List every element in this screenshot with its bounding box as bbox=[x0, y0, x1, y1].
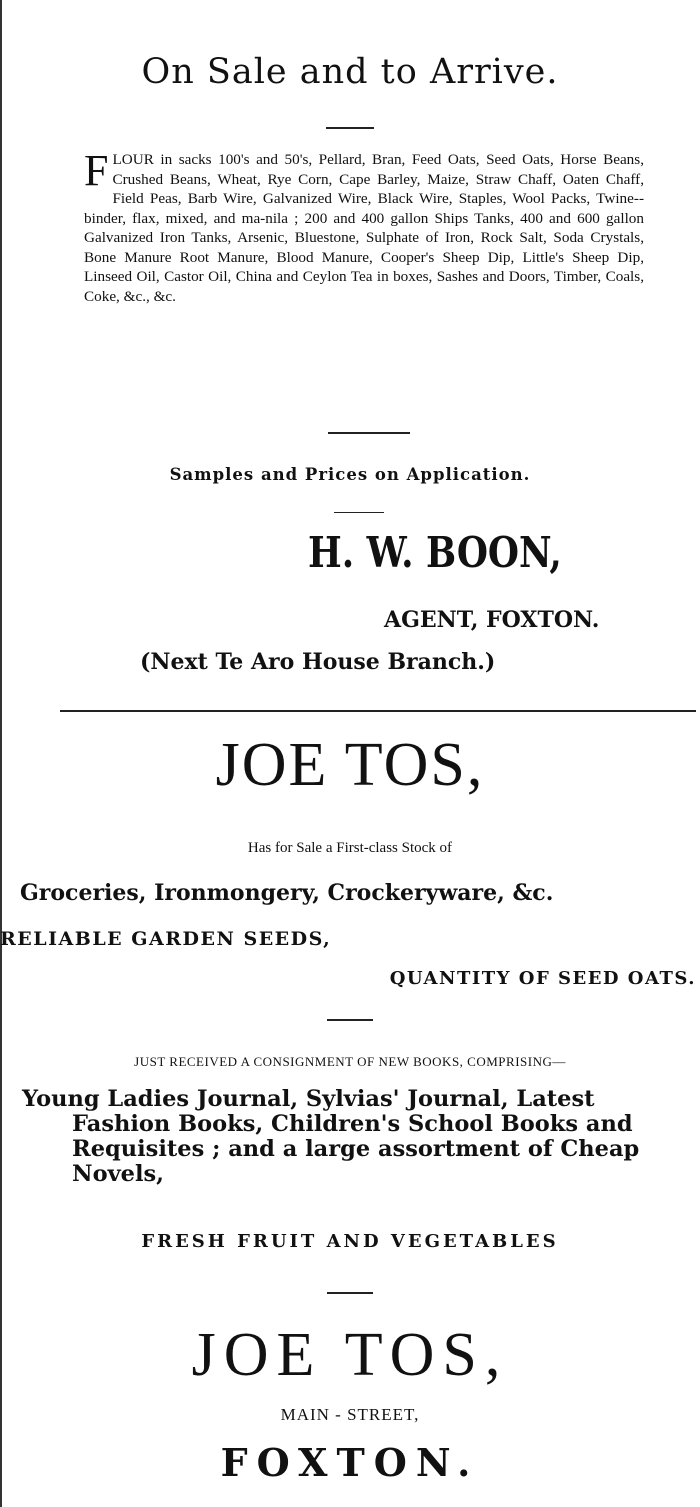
divider bbox=[334, 512, 384, 513]
ad2-street: MAIN - STREET, bbox=[280, 1405, 420, 1424]
drop-cap: F bbox=[84, 146, 109, 195]
ad1-location: (Next Te Aro House Branch.) bbox=[140, 649, 496, 675]
ad2-produce-line: FRESH FRUIT AND VEGETABLES bbox=[141, 1231, 559, 1252]
ad2-goods-line: Groceries, Ironmongery, Crockeryware, &c. bbox=[20, 880, 554, 906]
ad2-merchant-name-footer: JOE TOS, bbox=[191, 1321, 509, 1389]
ad1-body-text: LOUR in sacks 100's and 50's, Pellard, Bran, Feed Oats, Seed Oats, Horse Beans, Crushed Beans, Wheat, Rye Corn, Cape Barley, Maize, Straw Chaff, Oaten Chaff, Field Peas, Barb Wire, Galvanized Wire, Black Wire, Staples, Wool Packs, Twine--binder, flax, mixed, and ma-nila ; 200 and 400 gallon Ships Tanks, 400 and 600 gallon Galvanized Iron Tanks, Arsenic, Bluestone, Sulphate of Iron, Rock Salt, Soda Crystals, Bone Manure Root Manure, Blood Manure, Cooper's Sheep Dip, Little's Sheep Dip, Linseed Oil, Castor Oil, China and Ceylon Tea in boxes, Sashes and Doors, Timber, Coals, Coke, &c., &c. bbox=[84, 151, 644, 305]
divider bbox=[327, 1292, 373, 1294]
ad1-agent-line: AGENT, FOXTON. bbox=[384, 607, 600, 633]
ad1-title: On Sale and to Arrive. bbox=[141, 52, 559, 92]
ad2-books-list: Young Ladies Journal, Sylvias' Journal, Latest Fashion Books, Children's School Books and Requisites ; and a large assortment of Cheap Novels, bbox=[22, 1086, 640, 1187]
section-separator bbox=[60, 710, 696, 712]
ad1-product-list bbox=[84, 146, 644, 306]
ad2-tagline: Has for Sale a First-class Stock of bbox=[247, 840, 453, 856]
ad2-merchant-name: JOE TOS, bbox=[215, 731, 485, 799]
ad1-merchant-name: H. W. BOON, bbox=[308, 528, 562, 577]
divider bbox=[326, 127, 374, 129]
ad2-seeds-line: RELIABLE GARDEN SEEDS, bbox=[0, 928, 332, 950]
divider bbox=[328, 432, 410, 434]
divider bbox=[327, 1019, 373, 1021]
ad1-samples-line: Samples and Prices on Application. bbox=[169, 465, 531, 484]
ad2-town: FOXTON. bbox=[220, 1440, 480, 1485]
ad2-books-heading: JUST RECEIVED A CONSIGNMENT OF NEW BOOKS, COMPRISING— bbox=[134, 1054, 566, 1069]
ad2-oats-line: QUANTITY OF SEED OATS. bbox=[389, 968, 696, 989]
